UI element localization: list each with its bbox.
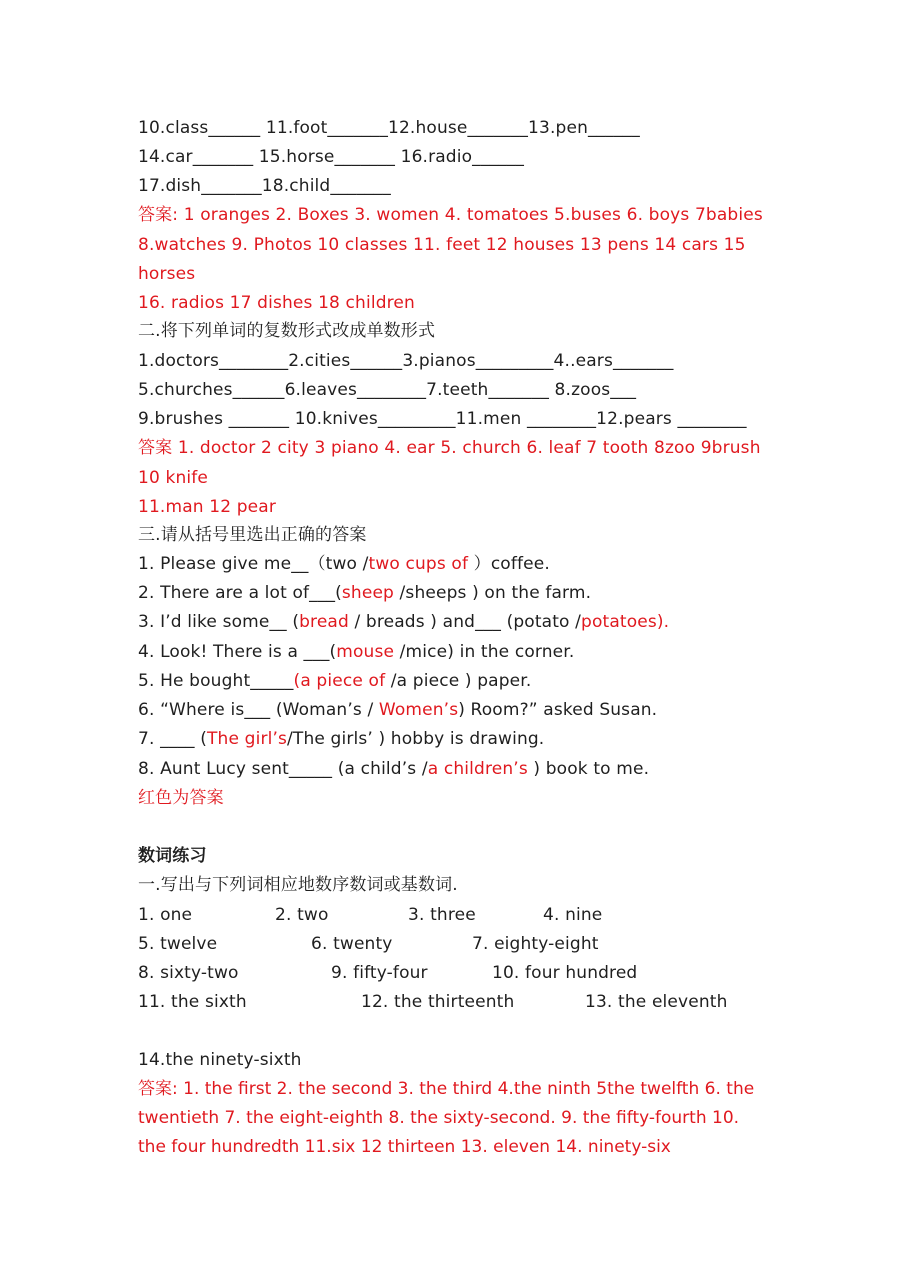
question-line	[138, 582, 591, 604]
question-text: /sheeps ) on the farm.	[394, 583, 592, 603]
question-line	[138, 641, 574, 663]
numeral-item: 1. one	[138, 905, 193, 925]
answer-highlight: potatoes).	[581, 612, 670, 632]
answer-line: 11.man 12 pear	[138, 497, 276, 517]
numeral-item: 7. eighty-eight	[472, 934, 599, 954]
question-text: /The girls’ ) hobby is drawing.	[287, 729, 545, 749]
question-text: / breads ) and___ (potato /	[348, 612, 582, 632]
answer-highlight: Women’s	[378, 700, 459, 720]
question-text: 7. ____ (	[138, 729, 208, 749]
answer-highlight: sheep	[341, 583, 394, 603]
answer-highlight: two cups of	[368, 554, 469, 574]
exercise-row: 10.class______ 11.foot_______12.house_______13.pen______	[138, 118, 640, 138]
numeral-item: 4. nine	[543, 905, 603, 925]
answer-line: 16. radios 17 dishes 18 children	[138, 293, 415, 313]
question-text: 2. There are a lot of___(	[138, 583, 342, 603]
exercise-row: 1.doctors________2.cities______3.pianos_________4..ears_______	[138, 351, 674, 371]
question-text: /mice) in the corner.	[394, 642, 575, 662]
section-heading: 二.将下列单词的复数形式改成单数形式	[138, 321, 436, 341]
question-text: ) book to me.	[527, 759, 650, 779]
answer-highlight: (a piece of	[293, 671, 386, 691]
question-text: 4. Look! There is a ___(	[138, 642, 337, 662]
exercise-row: 17.dish_______18.child_______	[138, 176, 391, 196]
answer-line: horses	[138, 264, 196, 284]
numeral-item: 6. twenty	[311, 934, 393, 954]
answer-line: 答案: 1 oranges 2. Boxes 3. women 4. tomatoes 5.buses 6. boys 7babies	[138, 205, 763, 225]
numeral-item: 5. twelve	[138, 934, 218, 954]
numeral-item: 10. four hundred	[492, 963, 638, 983]
answer-line: the four hundredth 11.six 12 thirteen 13. eleven 14. ninety-six	[138, 1137, 671, 1157]
exercise-row: 9.brushes _______ 10.knives_________11.men ________12.pears ________	[138, 409, 747, 429]
question-line	[138, 728, 544, 750]
answer-highlight: The girl’s	[207, 729, 288, 749]
numeral-item: 3. three	[408, 905, 476, 925]
answer-highlight: mouse	[336, 642, 395, 662]
numeral-item: 9. fifty-four	[331, 963, 428, 983]
section-heading: 三.请从括号里选出正确的答案	[138, 525, 367, 545]
answer-note: 红色为答案	[138, 788, 224, 808]
question-line	[138, 699, 657, 721]
answer-highlight: bread	[299, 612, 349, 632]
question-text: 6. “Where is___ (Woman’s /	[138, 700, 379, 720]
numeral-item: 12. the thirteenth	[361, 992, 515, 1012]
question-text: 5. He bought_____	[138, 671, 294, 691]
section-heading: 一.写出与下列词相应地数序数词或基数词.	[138, 875, 458, 895]
numeral-item: 14.the ninety-sixth	[138, 1050, 302, 1070]
section-title: 数词练习	[138, 846, 207, 866]
question-line	[138, 670, 531, 692]
numeral-item: 2. two	[275, 905, 329, 925]
question-text: 1. Please give me__（two /	[138, 554, 369, 574]
question-line	[138, 758, 649, 780]
exercise-row: 14.car_______ 15.horse_______ 16.radio______	[138, 147, 525, 167]
numeral-item: 8. sixty-two	[138, 963, 239, 983]
answer-line: 答案 1. doctor 2 city 3 piano 4. ear 5. church 6. leaf 7 tooth 8zoo 9brush	[138, 438, 761, 458]
question-text: ）coffee.	[468, 554, 550, 574]
answer-highlight: a children’s	[427, 759, 528, 779]
question-text: 3. I’d like some__ (	[138, 612, 300, 632]
answer-line: twentieth 7. the eight-eighth 8. the sixty-second. 9. the fifty-fourth 10.	[138, 1108, 740, 1128]
exercise-row: 5.churches______6.leaves________7.teeth_______ 8.zoos___	[138, 380, 637, 400]
numeral-item: 13. the eleventh	[585, 992, 728, 1012]
answer-line: 答案: 1. the first 2. the second 3. the third 4.the ninth 5the twelfth 6. the	[138, 1079, 755, 1099]
question-line	[138, 611, 669, 633]
question-text: 8. Aunt Lucy sent_____ (a child’s /	[138, 759, 428, 779]
numeral-item: 11. the sixth	[138, 992, 247, 1012]
question-text: ) Room?” asked Susan.	[458, 700, 658, 720]
question-line	[138, 553, 550, 575]
answer-line: 8.watches 9. Photos 10 classes 11. feet 12 houses 13 pens 14 cars 15	[138, 235, 746, 255]
question-text: /a piece ) paper.	[385, 671, 532, 691]
answer-line: 10 knife	[138, 468, 209, 488]
